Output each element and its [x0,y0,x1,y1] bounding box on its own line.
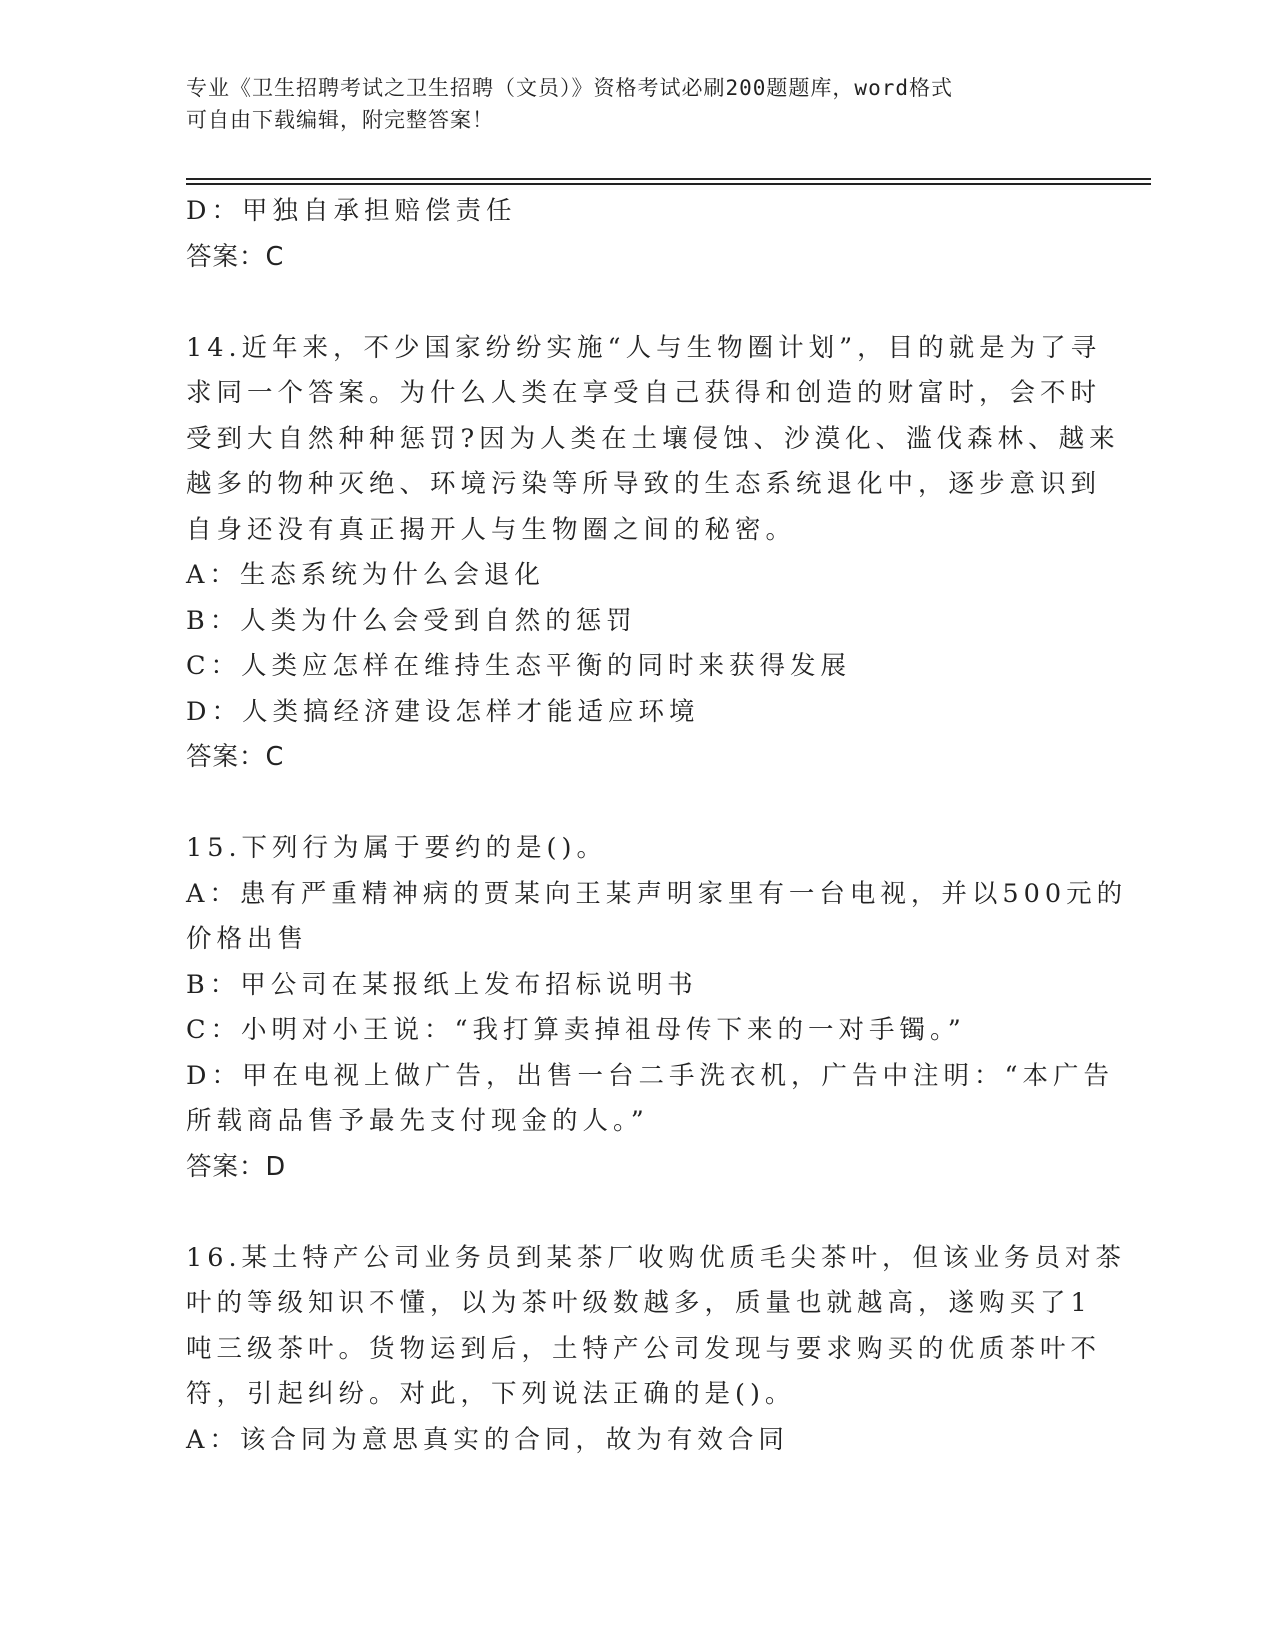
answer-label: 答案：D [186,1151,287,1182]
question-stem-line: 叶的等级知识不懂，以为茶叶级数越多，质量也就越高，遂购买了1 [186,1288,1092,1318]
question-15 [186,826,1128,1190]
option-a: A：该合同为意思真实的合同，故为有效合同 [186,1424,789,1455]
answer-label: 答案：C [186,241,285,272]
spacer [186,280,1086,326]
document-header [186,72,1066,136]
option-d: D：甲独自承担赔偿责任 [186,196,517,226]
option-a: A：患有严重精神病的贾某向王某声明家里有一台电视，并以500元的 [186,878,1128,909]
question-stem-line: 16.某土特产公司业务员到某茶厂收购优质毛尖茶叶，但该业务员对茶 [186,1242,1127,1273]
option-c: C：小明对小王说：“我打算卖掉祖母传下来的一对手镯。” [186,1015,966,1045]
answer-label: 答案：C [186,742,285,772]
option-c: C：人类应怎样在维持生态平衡的同时来获得发展 [186,651,852,681]
option-a-continued: 价格出售 [186,924,309,954]
option-d: D：甲在电视上做广告，出售一台二手洗衣机，广告中注明：“本广告 [186,1060,1114,1091]
header-divider [186,183,1151,185]
option-b: B：甲公司在某报纸上发布招标说明书 [186,969,698,1000]
spacer [186,1190,1086,1236]
question-stem-line: 15.下列行为属于要约的是()。 [186,833,607,863]
question-stem-line: 吨三级茶叶。货物运到后，土特产公司发现与要求购买的优质茶叶不 [186,1333,1102,1364]
question-stem-line: 受到大自然种种惩罚?因为人类在土壤侵蚀、沙漠化、滥伐森林、越来 [186,423,1120,454]
spacer [186,781,1086,827]
header-line: 专业《卫生招聘考试之卫生招聘（文员）》资格考试必刷200题题库，word格式 [186,76,953,100]
question-content [186,189,1128,1463]
question-stem-line: 自身还没有真正揭开人与生物圈之间的秘密。 [186,514,797,545]
header-line: 可自由下载编辑，附完整答案！ [186,108,494,132]
header-divider [186,178,1151,180]
option-a: A：生态系统为什么会退化 [186,560,545,590]
question-16 [186,1236,1127,1464]
question-stem-line: 越多的物种灭绝、环境污染等所导致的生态系统退化中，逐步意识到 [186,469,1102,499]
question-stem-line: 14.近年来，不少国家纷纷实施“人与生物圈计划”，目的就是为了寻 [186,332,1102,363]
option-b: B：人类为什么会受到自然的惩罚 [186,605,637,636]
option-d-continued: 所载商品售予最先支付现金的人。” [186,1106,649,1136]
question-stem-line: 符，引起纠纷。对此，下列说法正确的是()。 [186,1379,796,1409]
question-stem-line: 求同一个答案。为什么人类在享受自己获得和创造的财富时，会不时 [186,378,1102,408]
option-d: D：人类搞经济建设怎样才能适应环境 [186,696,700,727]
question-14 [186,326,1120,781]
